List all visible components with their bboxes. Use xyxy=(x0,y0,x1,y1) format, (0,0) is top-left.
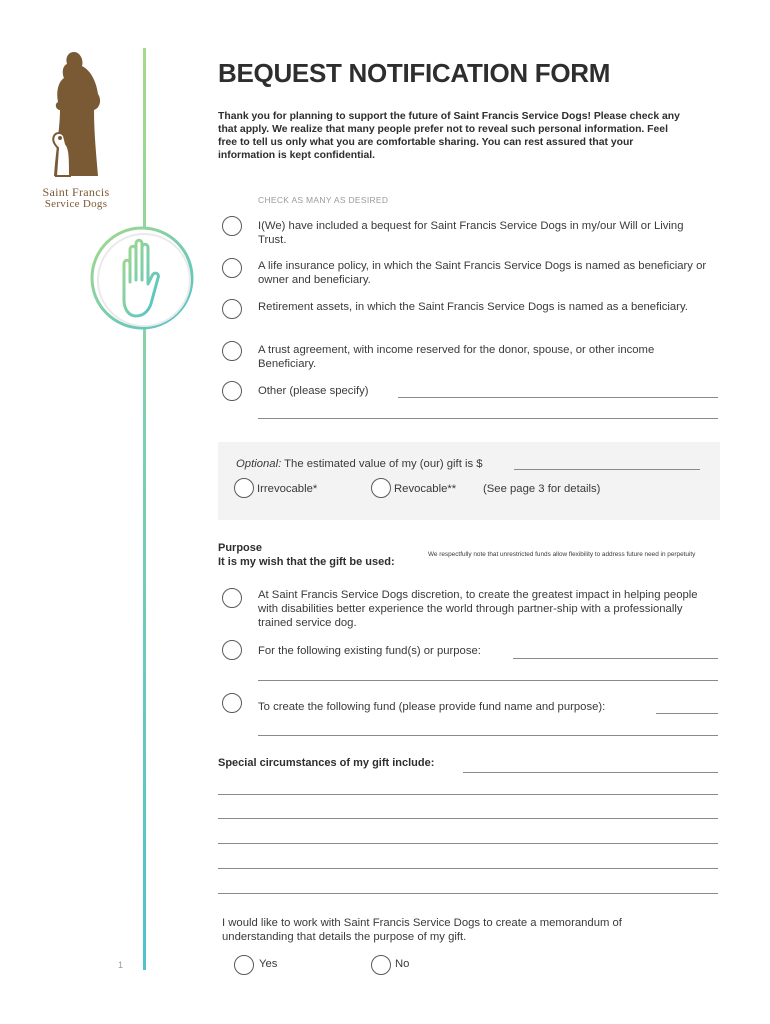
memorandum-no-label: No xyxy=(395,958,410,970)
revocable-radio[interactable] xyxy=(371,478,391,498)
decorative-vertical-line xyxy=(143,48,146,970)
optional-value-box xyxy=(218,442,720,520)
special-field-line6[interactable] xyxy=(218,893,718,894)
existing-fund-field-line2[interactable] xyxy=(258,680,718,681)
new-fund-field[interactable] xyxy=(656,713,718,714)
purpose-new-fund-radio[interactable] xyxy=(222,693,242,713)
bequest-retirement-checkbox[interactable] xyxy=(222,299,242,319)
special-field-line1[interactable] xyxy=(463,772,718,773)
optional-prefix: Optional: xyxy=(236,458,282,470)
purpose-discretion-label: At Saint Francis Service Dogs discretion, to create the greatest impact in helping people with disabilities better experience the world through partner-ship with a professionally trained service dog. xyxy=(258,589,698,629)
special-circumstances-heading: Special circumstances of my gift include: xyxy=(218,757,435,769)
bequest-other-label: Other (please specify) xyxy=(258,385,369,397)
purpose-heading xyxy=(218,541,395,569)
purpose-note: We respectfully note that unrestricted funds allow flexibility to address future need in perpetuity xyxy=(428,551,696,558)
memorandum-yes-radio[interactable] xyxy=(234,955,254,975)
estimated-value-text xyxy=(236,458,483,470)
bequest-retirement-label: Retirement assets, in which the Saint Francis Service Dogs is named as a beneficiary. xyxy=(258,301,688,313)
special-field-line3[interactable] xyxy=(218,818,718,819)
intro-paragraph: Thank you for planning to support the future of Saint Francis Service Dogs! Please check any that apply. We realize that many people prefer not to reveal such personal information. Feel free to tell us only what you are comfortable sharing. You can rest assured that your information is kept confidential. xyxy=(218,111,680,161)
purpose-existing-fund-label: For the following existing fund(s) or purpose: xyxy=(258,645,481,657)
irrevocable-label: Irrevocable* xyxy=(257,483,318,495)
bequest-other-checkbox[interactable] xyxy=(222,381,242,401)
logo-name-line2: Service Dogs xyxy=(44,198,108,210)
see-page-note: (See page 3 for details) xyxy=(483,483,601,495)
bequest-life-insurance-checkbox[interactable] xyxy=(222,258,242,278)
page-number: 1 xyxy=(118,960,124,970)
purpose-new-fund-label: To create the following fund (please provide fund name and purpose): xyxy=(258,701,606,713)
memorandum-text: I would like to work with Saint Francis Service Dogs to create a memorandum of understanding that details the purpose of my gift. xyxy=(222,917,622,943)
irrevocable-radio[interactable] xyxy=(234,478,254,498)
bequest-will-checkbox[interactable] xyxy=(222,216,242,236)
revocable-label: Revocable** xyxy=(394,483,457,495)
logo-name-line1: Saint Francis xyxy=(42,185,110,199)
check-instruction: CHECK AS MANY AS DESIRED xyxy=(258,195,389,205)
bequest-trust-checkbox[interactable] xyxy=(222,341,242,361)
purpose-subtitle: It is my wish that the gift be used: xyxy=(218,556,395,568)
new-fund-field-line2[interactable] xyxy=(258,735,718,736)
page-title: BEQUEST NOTIFICATION FORM xyxy=(218,58,611,88)
hand-badge-icon xyxy=(88,224,196,332)
memorandum-yes-label: Yes xyxy=(259,958,278,970)
special-field-line2[interactable] xyxy=(218,794,718,795)
saint-francis-logo-icon xyxy=(40,48,110,180)
memorandum-no-radio[interactable] xyxy=(371,955,391,975)
bequest-will-label: I(We) have included a bequest for Saint Francis Service Dogs in my/our Will or Living Trust. xyxy=(258,220,684,246)
special-field-line5[interactable] xyxy=(218,868,718,869)
other-specify-field-line2[interactable] xyxy=(258,418,718,419)
purpose-title: Purpose xyxy=(218,542,263,554)
existing-fund-field[interactable] xyxy=(513,658,718,659)
other-specify-field[interactable] xyxy=(398,397,718,398)
special-field-line4[interactable] xyxy=(218,843,718,844)
estimated-value-field[interactable] xyxy=(514,469,700,470)
bequest-life-insurance-label: A life insurance policy, in which the Saint Francis Service Dogs is named as beneficiary or owner and beneficiary. xyxy=(258,260,707,286)
bequest-trust-label: A trust agreement, with income reserved for the donor, spouse, or other income Beneficiary. xyxy=(258,344,655,370)
purpose-discretion-radio[interactable] xyxy=(222,588,242,608)
purpose-existing-fund-radio[interactable] xyxy=(222,640,242,660)
estimated-value-label: The estimated value of my (our) gift is $ xyxy=(284,458,483,470)
